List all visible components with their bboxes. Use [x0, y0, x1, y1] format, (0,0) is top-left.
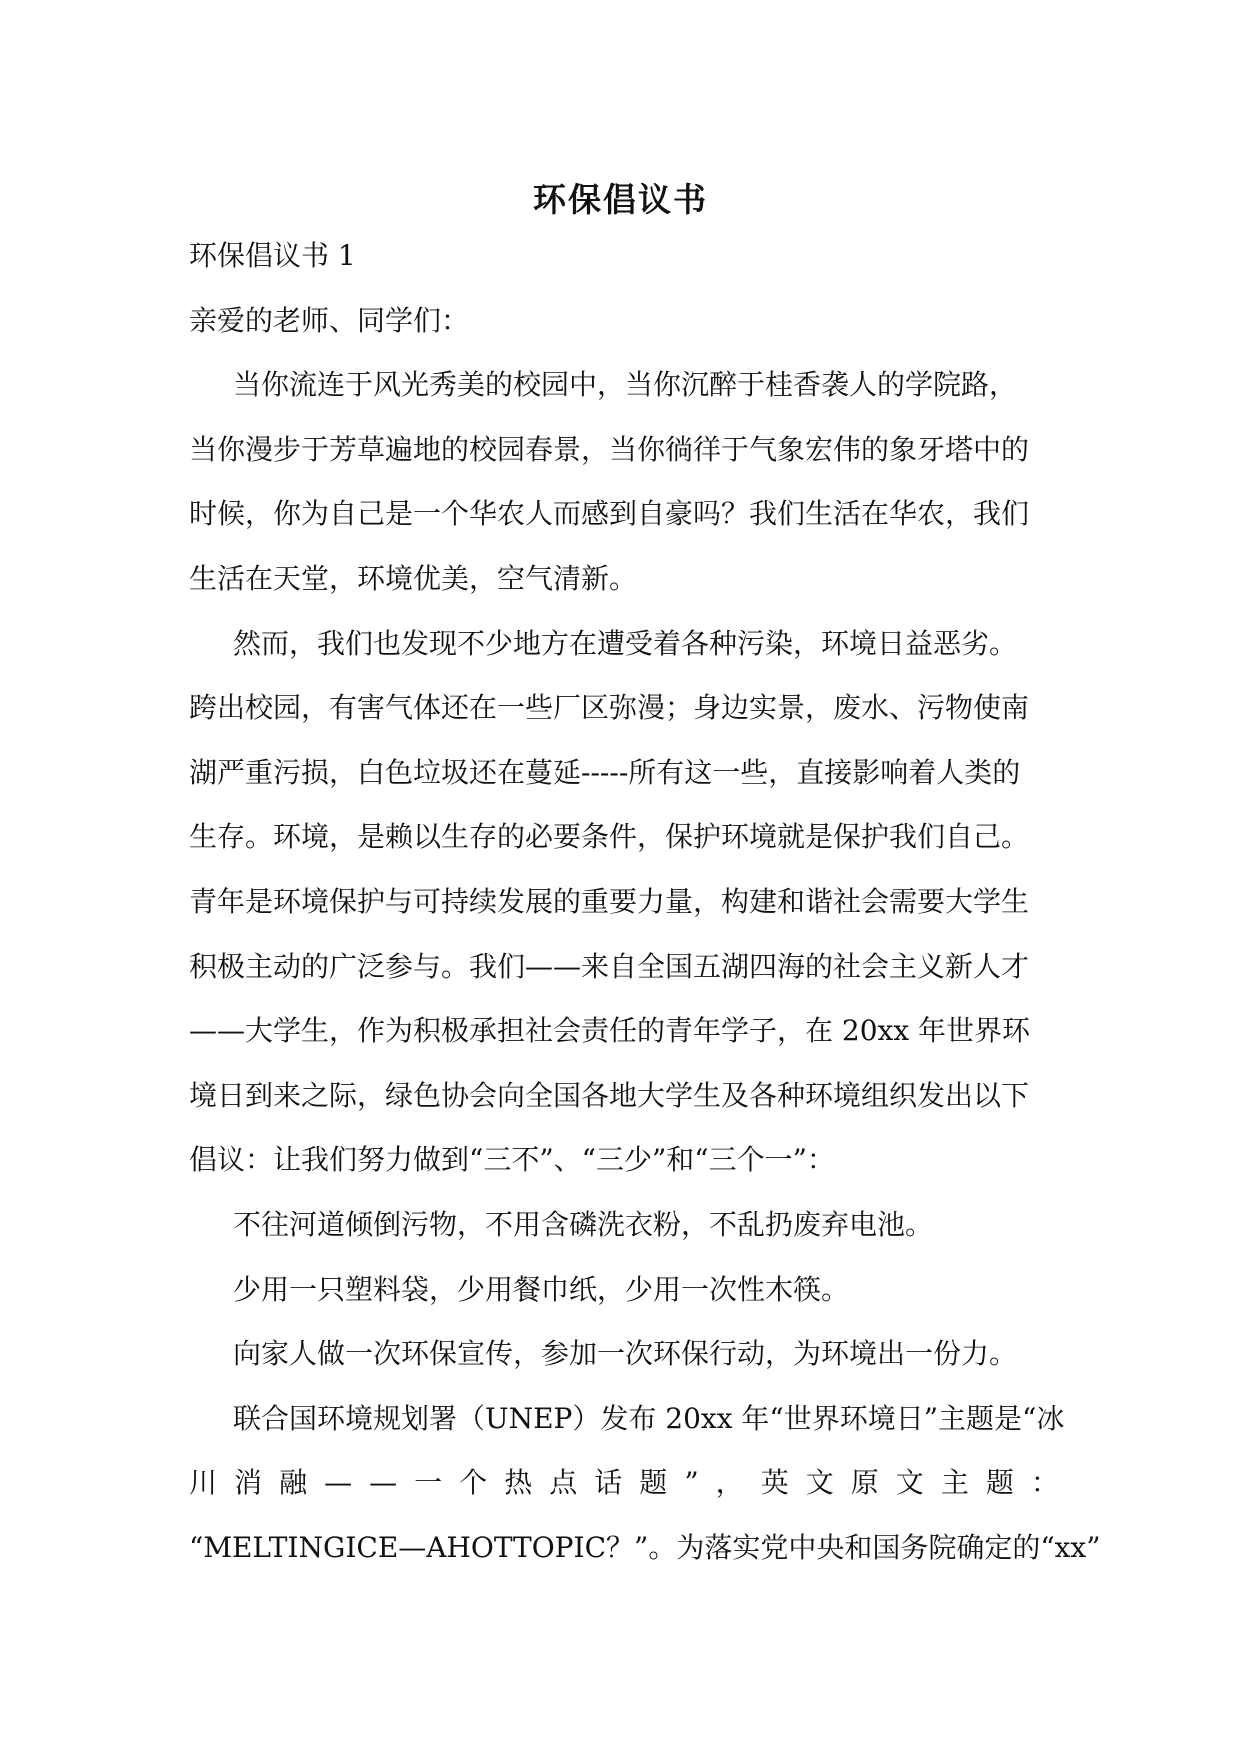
spread-char: 题 — [639, 1466, 668, 1500]
paragraph-line: 境日到来之际，绿色协会向全国各地大学生及各种环境组织发出以下 — [189, 1078, 1030, 1112]
spread-char: 题 — [985, 1466, 1014, 1500]
paragraph-line: 时候，你为自己是一个华农人而感到自豪吗？我们生活在华农，我们 — [189, 497, 1030, 531]
spread-char: ： — [1030, 1466, 1059, 1500]
spread-line — [189, 1451, 1059, 1516]
spread-char: 英 — [760, 1466, 789, 1500]
spread-char: 个 — [459, 1466, 488, 1500]
list-line: 不往河道倾倒污物，不用含磷洗衣粉，不乱扔废弃电池。 — [233, 1207, 934, 1241]
spread-char: 川 — [189, 1466, 218, 1500]
paragraph-line: 生存。环境，是赖以生存的必要条件，保护环境就是保护我们自己。 — [189, 820, 1030, 854]
spread-char: ” — [684, 1466, 699, 1500]
spread-char: 话 — [594, 1466, 623, 1500]
spread-char: 点 — [549, 1466, 578, 1500]
paragraph-line: 倡议：让我们努力做到“三不”、“三少”和“三个一”： — [189, 1143, 835, 1177]
spread-char: — — [324, 1466, 353, 1500]
paragraph-line: 湖严重污损，白色垃圾还在蔓延-----所有这一些，直接影响着人类的 — [189, 755, 1021, 789]
spread-char: ， — [715, 1466, 744, 1500]
spread-char: 主 — [940, 1466, 969, 1500]
paragraph-line: 青年是环境保护与可持续发展的重要力量，构建和谐社会需要大学生 — [189, 884, 1030, 918]
paragraph-line: 生活在天堂，环境优美，空气清新。 — [189, 561, 638, 595]
spread-char: 文 — [895, 1466, 924, 1500]
spread-char: 一 — [414, 1466, 443, 1500]
list-line: 少用一只塑料袋，少用餐巾纸，少用一次性木筷。 — [233, 1272, 850, 1306]
paragraph-line: 跨出校园，有害气体还在一些厂区弥漫；身边实景，废水、污物使南 — [189, 691, 1030, 725]
spread-char: — — [369, 1466, 398, 1500]
spread-char: 融 — [279, 1466, 308, 1500]
document-body — [189, 224, 1101, 1580]
spread-char: 原 — [850, 1466, 879, 1500]
subtitle-line: 环保倡议书 1 — [189, 239, 356, 272]
paragraph-line: 联合国环境规划署（UNEP）发布 20xx 年“世界环境日”主题是“冰 — [233, 1401, 1065, 1435]
paragraph-line: 当你漫步于芳草遍地的校园春景，当你徜徉于气象宏伟的象牙塔中的 — [189, 432, 1030, 466]
paragraph-line: 当你流连于风光秀美的校园中，当你沉醉于桂香袭人的学院路， — [233, 368, 1018, 402]
paragraph-line: 积极主动的广泛参与。我们——来自全国五湖四海的社会主义新人才 — [189, 949, 1030, 983]
paragraph-line: ——大学生，作为积极承担社会责任的青年学子，在 20xx 年世界环 — [189, 1014, 1031, 1048]
salutation-line: 亲爱的老师、同学们： — [189, 303, 470, 337]
document-title: 环保倡议书 — [533, 180, 708, 220]
spread-char: 热 — [504, 1466, 533, 1500]
spread-char: 消 — [234, 1466, 263, 1500]
spread-char: 文 — [805, 1466, 834, 1500]
paragraph-line: 然而，我们也发现不少地方在遭受着各种污染，环境日益恶劣。 — [233, 626, 1018, 660]
paragraph-line: “MELTINGICE—AHOTTOPIC？”。为落实党中央和国务院确定的“xx” — [189, 1530, 1101, 1564]
list-line: 向家人做一次环保宣传，参加一次环保行动，为环境出一份力。 — [233, 1337, 1018, 1371]
